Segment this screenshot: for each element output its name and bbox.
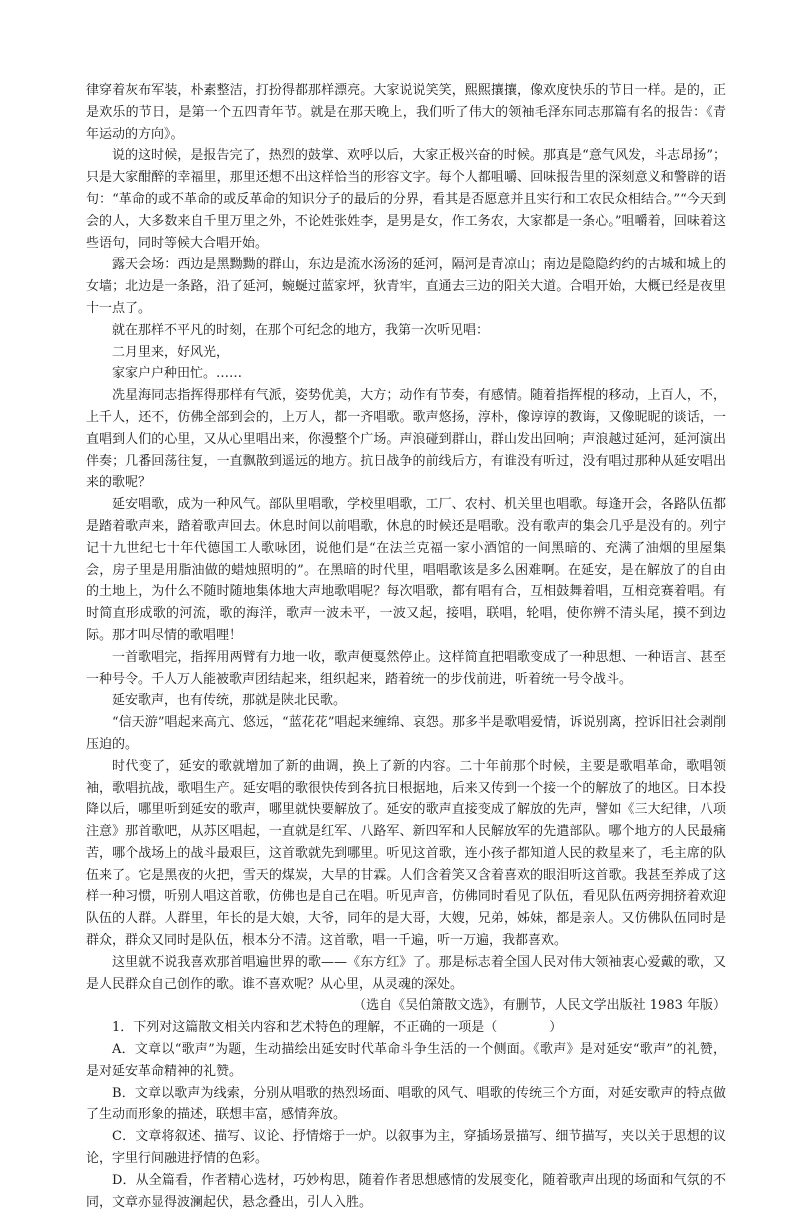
paragraph-new-era: 时代变了，延安的歌就增加了新的曲调，换上了新的内容。二十年前那个时候，主要是歌唱革命，歌唱领袖，歌唱抗战，歌唱生产。延安唱的歌很快传到各抗日根据地，后来又传到一个接一个的解放了的地区。日本投降以后，哪里听到延安的歌声，哪里就快要解放了。延安的歌声直接变成了解放的先声，譬如《三大纪律，八项注意》那首歌吧，从苏区唱起，一直就是红军、八路军、新四军和人民解放军的先遣部队。哪个地方的人民最痛苦，哪个战场上的战斗最艰巨，这首歌就先到哪里。听见这首歌，连小孩子都知道人民的救星来了，毛主席的队伍来了。它是黑夜的火把，雪天的煤炭，大旱的甘霖。人们含着笑又含着喜欢的眼泪听这首歌。我甚至养成了这样一种习惯，听别人唱这首歌，仿佛也是自己在唱。听见声音，仿佛同时看见了队伍，看见队伍两旁拥挤着欢迎队伍的人群。人群里，年长的是大娘，大爷，同年的是大哥，大嫂，兄弟，姊妹，都是亲人。又仿佛队伍同时是群众，群众又同时是队伍，根本分不清。这首歌，唱一千遍，听一万遍，我都喜欢。 [86, 758, 726, 949]
paragraph-singing-custom: 延安唱歌，成为一种风气。部队里唱歌，学校里唱歌，工厂、农村、机关里也唱歌。每逢开会，各路队伍都是踏着歌声来，踏着歌声回去。休息时间以前唱歌，休息的时候还是唱歌。没有歌声的集会几乎是没有的。列宁记十九世纪七十年代德国工人歌咏团，说他们是“在法兰克福一家小酒馆的一间黑暗的、充满了油烟的里屋集会，房子里是用脂油做的蜡烛照明的”。在黑暗的时代里，唱唱歌该是多么困难啊。在延安，是在解放了的自由的土地上，为什么不随时随地集体地大声地歌唱呢？每次唱歌，都有唱有合，互相鼓舞着唱，互相竞赛着唱。有时简直形成歌的河流，歌的海洋，歌声一波未平，一波又起，接唱，联唱，轮唱，使你辨不清头尾，摸不到边际。那才叫尽情的歌唱哩！ [86, 497, 726, 643]
question-1: 1．下列对这篇散文相关内容和艺术特色的理解，不正确的一项是（ ） [112, 1020, 563, 1036]
source-citation: （选自《吴伯箫散文选》，有删节，人民文学出版社 1983 年版） [353, 998, 726, 1014]
option-c: C．文章将叙述、描写、议论、抒情熔于一炉。以叙事为主，穿插场景描写、细节描写，夹以关于思想的议论，字里行间融进抒情的色彩。 [86, 1129, 726, 1167]
paragraph-command: 一首歌唱完，指挥用两臂有力地一收，歌声便戛然停止。这样简直把唱歌变成了一种思想、一种语言、甚至一种号令。千人万人能被歌声团结起来，组织起来，踏着统一的步伐前进，听着统一号令战斗。 [86, 649, 726, 687]
paragraph-tradition: 延安歌声，也有传统，那就是陕北民歌。 [112, 693, 347, 709]
verse-line-1: 二月里来，好风光， [112, 344, 230, 360]
paragraph-opening: 律穿着灰布军装，朴素整洁，打扮得都那样漂亮。大家说说笑笑，熙熙攘攘，像欢度快乐的节日一样。是的，正是欢乐的节日，是第一个五四青年节。就是在那天晚上，我们听了伟大的领袖毛泽东同志那篇有名的报告：《青年运动的方向》。 [86, 83, 726, 142]
verse-line-2: 家家户户种田忙。…… [112, 366, 243, 382]
paragraph-venue: 露天会场：西边是黑黝黝的群山，东边是流水汤汤的延河，隔河是青凉山；南边是隐隐约约的古城和城上的女墙；北边是一条路，沿了延河，蜿蜒过蓝家坪，狄青牢，直通去三边的阳关大道。合唱开始，大概已经是夜里十一点了。 [86, 257, 726, 316]
paragraph-east-is-red: 这里就不说我喜欢那首唱遍世界的歌——《东方红》了。那是标志着全国人民对伟大领袖衷心爱戴的歌，又是人民群众自己创作的歌。谁不喜欢呢？从心里，从灵魂的深处。 [86, 954, 726, 992]
option-d: D．从全篇看，作者精心选材，巧妙构思，随着作者思想感情的发展变化，随着歌声出现的场面和气氛的不同，文章亦显得波澜起伏，悬念叠出，引人入胜。 [86, 1172, 726, 1210]
paragraph-folk-songs: “信天游”唱起来高亢、悠远，“蓝花花”唱起来缠绵、哀怨。那多半是歌唱爱情，诉说别离，控诉旧社会剥削压迫的。 [86, 715, 726, 752]
option-a: A．文章以“歌声”为题，生动描绘出延安时代革命斗争生活的一个侧面。《歌声》是对延安“歌声”的礼赞，是对延安革命精神的礼赞。 [86, 1042, 726, 1079]
paragraph-conductor: 冼星海同志指挥得那样有气派，姿势优美，大方；动作有节奏，有感情。随着指挥棍的移动，上百人，不，上千人，还不，仿佛全部到会的，上万人，都一齐唱歌。歌声悠扬，淳朴，像谆谆的教诲，又像昵昵的谈话，一直唱到人们的心里，又从心里唱出来，你漫整个广场。声浪碰到群山，群山发出回响；声浪越过延河，延河演出伴奏；几番回荡往复，一直飘散到遥远的地方。抗日战争的前线后方，有谁没有听过，没有唱过那种从延安唱出来的歌呢？ [86, 388, 726, 491]
paragraph-report: 说的这时候，是报告完了，热烈的鼓掌、欢呼以后，大家正极兴奋的时候。那真是“意气风发，斗志昂扬”；只是大家酣醉的幸福里，那里还想不出这样恰当的形容文字。每个人都咀嚼、回味报告里的深刻意义和警辟的语句：“革命的或不革命的或反革命的知识分子的最后的分界，看其是否愿意并且实行和工农民众相结合。”“今天到会的人，大多数来自千里万里之外，不论姓张姓李，是男是女，作工务农，大家都是一条心。”咀嚼着，回味着这些语句，同时等候大合唱开始。 [86, 148, 726, 251]
paragraph-first-heard: 就在那样不平凡的时刻，在那个可纪念的地方，我第一次听见唱： [112, 322, 490, 338]
option-b: B．文章以歌声为线索，分别从唱歌的热烈场面、唱歌的风气、唱歌的传统三个方面，对延安歌声的特点做了生动而形象的描述，联想丰富，感情奔放。 [86, 1085, 726, 1123]
